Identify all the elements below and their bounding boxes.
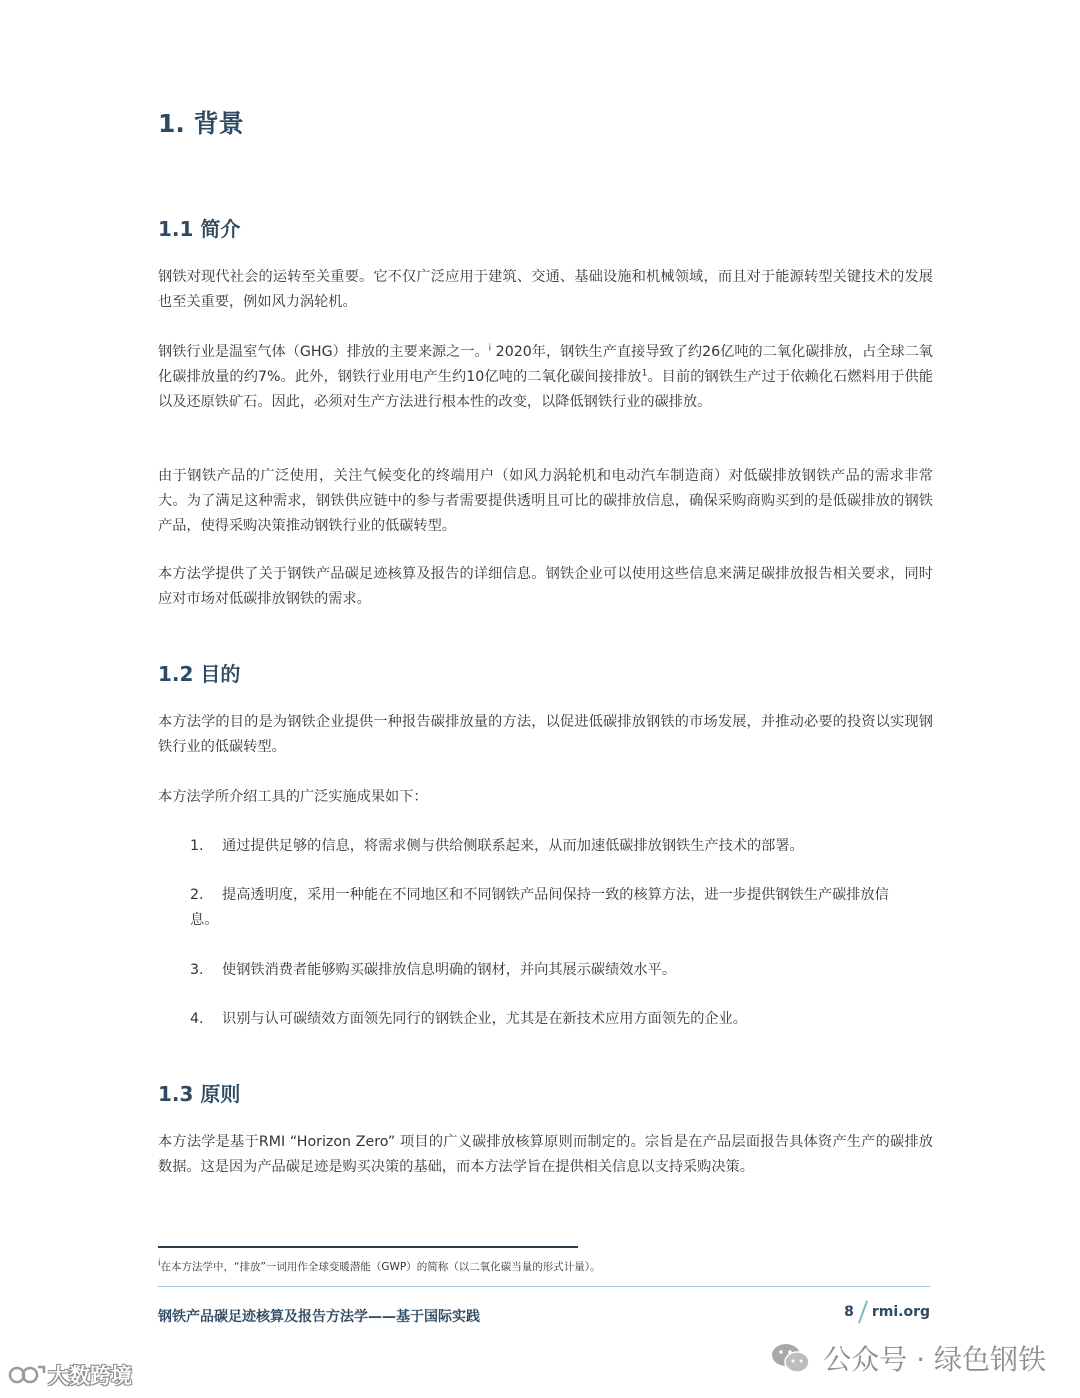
list-item [190, 834, 900, 859]
subsection-heading-purpose: 1.2 目的 [158, 662, 241, 686]
list-item [190, 1007, 900, 1032]
watermark-left-text: 大数跨境 [48, 1364, 132, 1388]
footnote-ref-i: i [488, 343, 492, 354]
intro-paragraph-3: 由于钢铁产品的广泛使用，关注气候变化的终端用户（如风力涡轮机和电动汽车制造商）对低碳排放钢铁产品的需求非常大。为了满足这种需求，钢铁供应链中的参与者需要提供透明且可比的碳排放信息，确保采购商购买到的是低碳排放的钢铁产品，使得采购决策推动钢铁行业的低碳转型。 [158, 468, 933, 534]
site-link[interactable]: rmi.org [871, 1304, 930, 1320]
watermark-right-text: 公众号 · 绿色钢铁 [823, 1343, 1046, 1376]
list-item-text: 识别与认可碳绩效方面领先同行的钢铁企业，尤其是在新技术应用方面领先的企业。 [222, 1011, 747, 1027]
footer-divider [158, 1286, 930, 1287]
footer-page-info [844, 1300, 930, 1324]
wechat-icon [771, 1342, 811, 1374]
list-item [190, 958, 900, 983]
principles-paragraph-1: 本方法学是基于RMI “Horizon Zero” 项目的广义碳排放核算原则而制定的。宗旨是在产品层面报告具体资产生产的碳排放数据。这是因为产品碳足迹是购买决策的基础，而本方法学旨在提供相关信息以支持采购决策。 [158, 1134, 933, 1175]
footnote-ref-1: 1 [641, 368, 648, 379]
watermark-wechat [771, 1338, 1046, 1378]
list-item-number: 3. [190, 962, 204, 978]
subsection-heading-principles: 1.3 原则 [158, 1082, 241, 1106]
intro-paragraph-4: 本方法学提供了关于钢铁产品碳足迹核算及报告的详细信息。钢铁企业可以使用这些信息来满足碳排放报告相关要求，同时应对市场对低碳排放钢铁的需求。 [158, 566, 933, 607]
list-item-number: 1. [190, 838, 204, 854]
page-number: 8 [844, 1304, 854, 1320]
slash-divider-icon [858, 1300, 868, 1323]
footnote-marker: i [158, 1258, 161, 1269]
footnote-text: 在本方法学中，“排放”一词用作全球变暖潜能（GWP）的简称（以二氧化碳当量的形式计量）。 [160, 1261, 601, 1273]
list-item-text: 通过提供足够的信息，将需求侧与供给侧联系起来，从而加速低碳排放钢铁生产技术的部署。 [222, 838, 804, 854]
section-title: 1. 背景 [158, 109, 244, 138]
purpose-paragraph-1: 本方法学的目的是为钢铁企业提供一种报告碳排放量的方法，以促进低碳排放钢铁的市场发展，并推动必要的投资以实现钢铁行业的低碳转型。 [158, 714, 933, 755]
footer-document-title: 钢铁产品碳足迹核算及报告方法学——基于国际实践 [158, 1309, 480, 1325]
intro-paragraph-2: 钢铁行业是温室气体（GHG）排放的主要来源之一。$^i$ 2020年，钢铁生产直接导致了约26亿吨的二氧化碳排放，占全球二氧化碳排放量的约7%。此外，钢铁行业用电产生约10亿吨的二氧化碳间接排放$^1$。目前的钢铁生产过于依赖化石燃料用于供能以及还原铁矿石。因此，必须对生产方法进行根本性的改变，以降低钢铁行业的碳排放。 [158, 343, 933, 410]
intro-paragraph-1: 钢铁对现代社会的运转至关重要。它不仅广泛应用于建筑、交通、基础设施和机械领域，而且对于能源转型关键技术的发展也至关重要，例如风力涡轮机。 [158, 269, 933, 310]
list-item-text: 提高透明度，采用一种能在不同地区和不同钢铁产品间保持一致的核算方法，进一步提供钢铁生产碳排放信息。 [190, 887, 889, 928]
watermark-left [8, 1360, 132, 1390]
purpose-paragraph-2: 本方法学所介绍工具的广泛实施成果如下： [158, 789, 428, 805]
subsection-heading-intro: 1.1 简介 [158, 217, 241, 241]
brand-logo-icon [8, 1363, 48, 1387]
footnote-divider [158, 1246, 578, 1248]
list-item-text: 使钢铁消费者能够购买碳排放信息明确的钢材，并向其展示碳绩效水平。 [222, 962, 677, 978]
list-item [190, 883, 900, 933]
list-item-number: 4. [190, 1011, 204, 1027]
footnote [158, 1259, 601, 1274]
list-item-number: 2. [190, 887, 204, 903]
